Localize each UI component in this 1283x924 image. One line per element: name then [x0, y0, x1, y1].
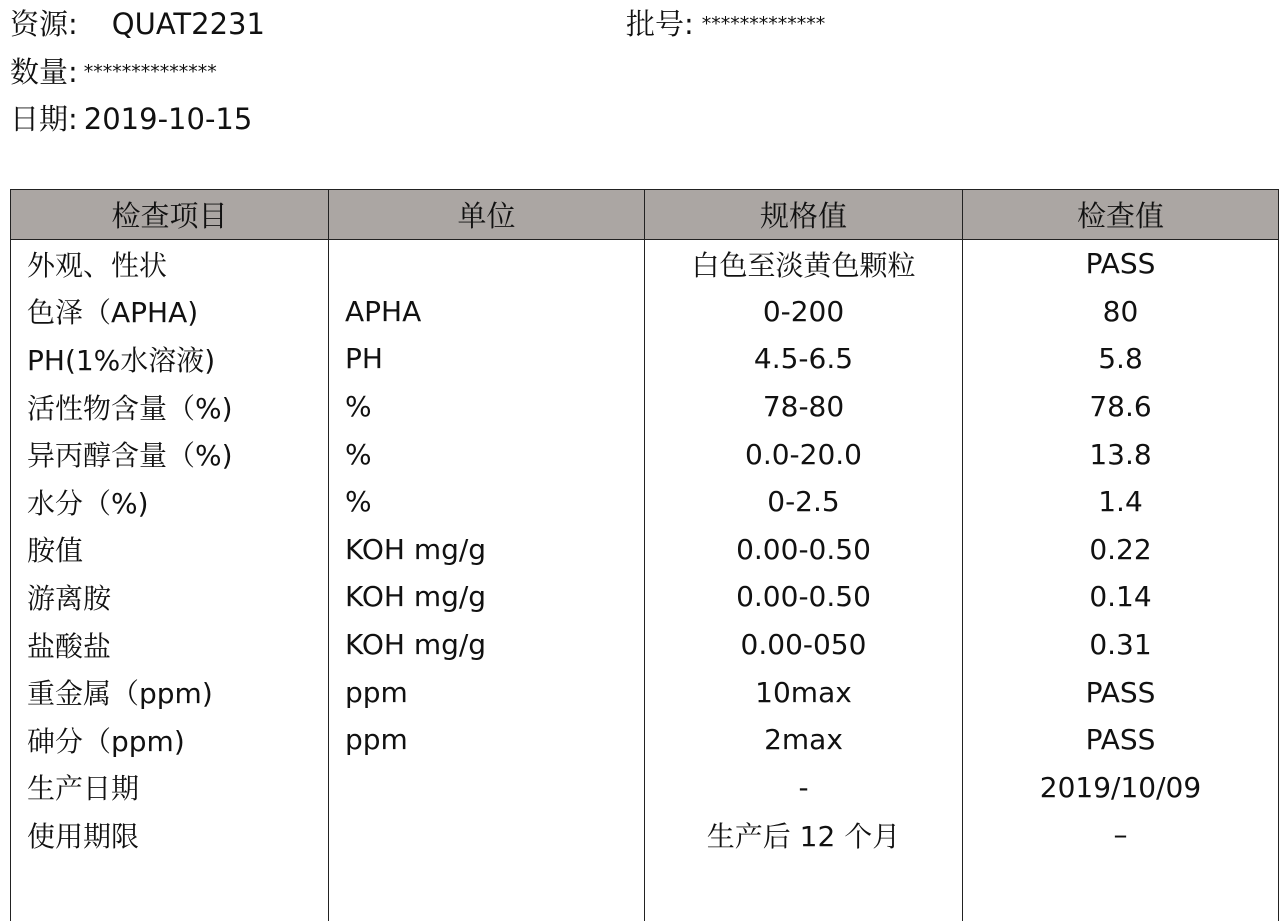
cell-item: 生产日期 [11, 764, 329, 812]
cell-empty [963, 859, 1279, 921]
table-row [11, 716, 1279, 764]
cell-item: 使用期限 [11, 811, 329, 859]
cell-check: 0.22 [963, 526, 1279, 574]
cell-empty [11, 859, 329, 921]
source-line [10, 6, 265, 42]
date-value: 2019-10-15 [83, 102, 253, 136]
cell-spec: 0-2.5 [645, 478, 963, 526]
cell-unit [329, 240, 645, 288]
batch-line [626, 6, 825, 42]
batch-value: ************* [701, 13, 826, 35]
cell-check: 0.31 [963, 621, 1279, 669]
batch-label: 批号: [626, 7, 694, 41]
source-value: QUAT2231 [111, 7, 265, 41]
source-label: 资源: [10, 7, 78, 41]
cell-unit [329, 811, 645, 859]
cell-check: PASS [963, 668, 1279, 716]
table-row-empty [11, 859, 1279, 921]
column-header-unit: 单位 [329, 190, 645, 240]
cell-spec: 10max [645, 668, 963, 716]
column-header-item: 检查项目 [11, 190, 329, 240]
cell-unit: KOH mg/g [329, 526, 645, 574]
cell-spec: 0.00-0.50 [645, 573, 963, 621]
cell-spec: 78-80 [645, 383, 963, 431]
cell-check: 78.6 [963, 383, 1279, 431]
cell-unit [329, 764, 645, 812]
cell-item: 活性物含量（%) [11, 383, 329, 431]
cell-check: – [963, 811, 1279, 859]
table-row [11, 383, 1279, 431]
cell-empty [329, 859, 645, 921]
cell-item: 游离胺 [11, 573, 329, 621]
quantity-line [10, 54, 217, 90]
table-row [11, 335, 1279, 383]
cell-item: 异丙醇含量（%) [11, 430, 329, 478]
cell-check: 1.4 [963, 478, 1279, 526]
cell-spec: 白色至淡黄色颗粒 [645, 240, 963, 288]
inspection-table [10, 189, 1279, 921]
cell-unit: APHA [329, 288, 645, 336]
cell-item: 色泽（APHA) [11, 288, 329, 336]
date-label: 日期: [10, 102, 78, 136]
table-row [11, 573, 1279, 621]
cell-item: 胺值 [11, 526, 329, 574]
cell-unit: % [329, 430, 645, 478]
table-row [11, 668, 1279, 716]
table-row [11, 430, 1279, 478]
cell-unit: ppm [329, 716, 645, 764]
cell-empty [645, 859, 963, 921]
cell-unit: KOH mg/g [329, 573, 645, 621]
table-row [11, 526, 1279, 574]
cell-spec: 生产后 12 个月 [645, 811, 963, 859]
cell-unit: % [329, 383, 645, 431]
table-row [11, 240, 1279, 288]
cell-unit: KOH mg/g [329, 621, 645, 669]
column-header-check: 检查值 [963, 190, 1279, 240]
cell-check: 2019/10/09 [963, 764, 1279, 812]
table-row [11, 288, 1279, 336]
cell-spec: 0.0-20.0 [645, 430, 963, 478]
table-row [11, 621, 1279, 669]
column-header-spec: 规格值 [645, 190, 963, 240]
cell-spec: 0.00-0.50 [645, 526, 963, 574]
header-row [11, 190, 1279, 240]
table-row [11, 764, 1279, 812]
cell-check: 5.8 [963, 335, 1279, 383]
table-header [11, 190, 1279, 240]
table-row [11, 478, 1279, 526]
cell-check: PASS [963, 240, 1279, 288]
quantity-label: 数量: [10, 55, 78, 89]
quantity-value: ************** [83, 61, 217, 83]
cell-spec: 0.00-050 [645, 621, 963, 669]
cell-unit: PH [329, 335, 645, 383]
cell-spec: 0-200 [645, 288, 963, 336]
cell-spec: - [645, 764, 963, 812]
cell-item: 砷分（ppm) [11, 716, 329, 764]
cell-spec: 2max [645, 716, 963, 764]
cell-unit: ppm [329, 668, 645, 716]
table-row [11, 811, 1279, 859]
cell-item: 水分（%) [11, 478, 329, 526]
cell-check: 0.14 [963, 573, 1279, 621]
cell-item: 外观、性状 [11, 240, 329, 288]
cell-item: PH(1%水溶液) [11, 335, 329, 383]
cell-unit: % [329, 478, 645, 526]
cell-spec: 4.5-6.5 [645, 335, 963, 383]
cell-check: 13.8 [963, 430, 1279, 478]
date-line [10, 101, 252, 137]
cell-item: 盐酸盐 [11, 621, 329, 669]
cell-item: 重金属（ppm) [11, 668, 329, 716]
cell-check: 80 [963, 288, 1279, 336]
table-body [11, 240, 1279, 921]
cell-check: PASS [963, 716, 1279, 764]
